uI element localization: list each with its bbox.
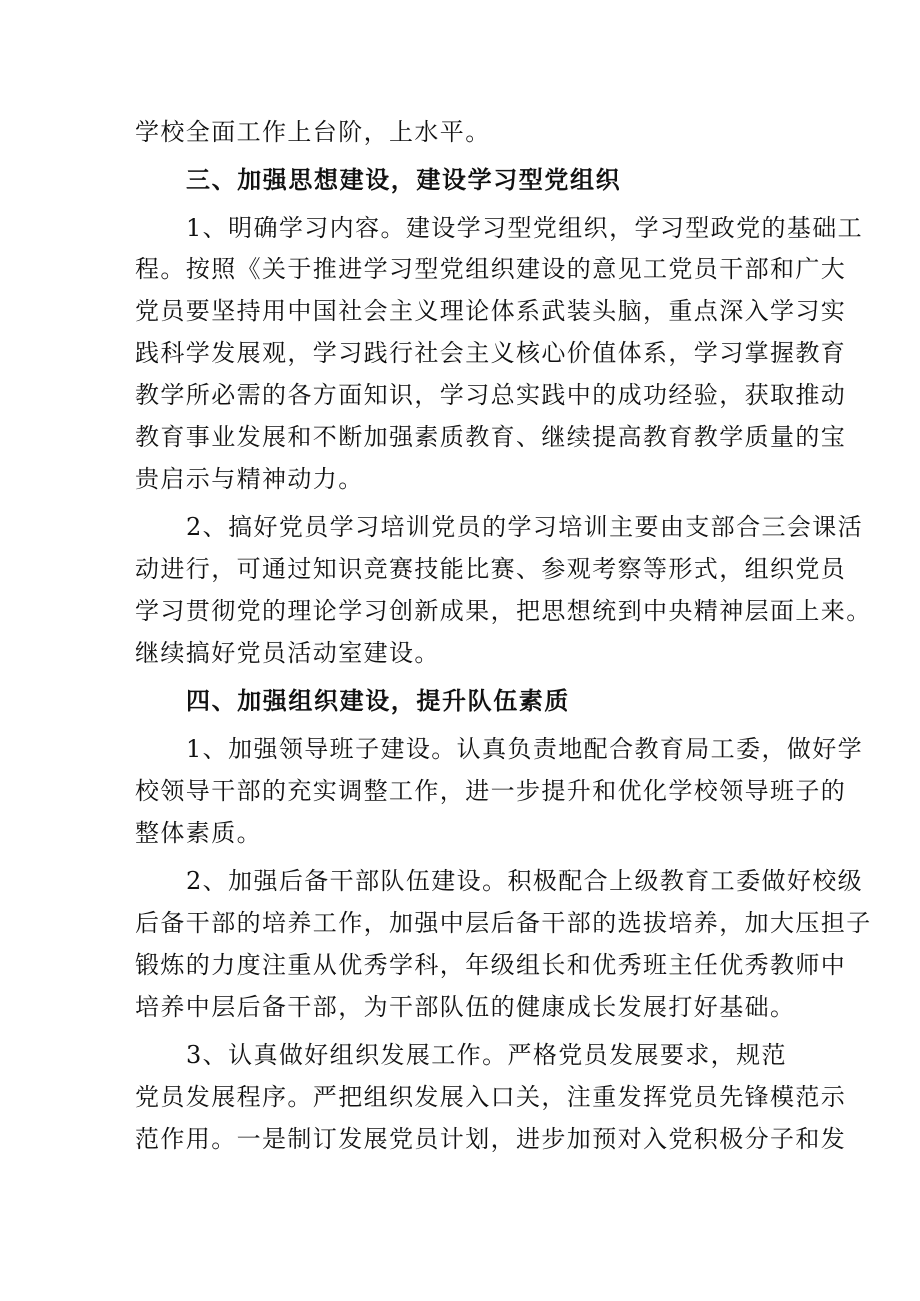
body-line: 2、搞好党员学习培训党员的学习培训主要由支部合三会课活 [186, 513, 864, 541]
section-heading: 四、加强组织建设，提升队伍素质 [186, 687, 570, 715]
body-line: 党员发展程序。严把组织发展入口关，注重发挥党员先锋模范示 [135, 1083, 847, 1111]
body-line: 贵启示与精神动力。 [135, 465, 364, 493]
body-line: 程。按照《关于推进学习型党组织建设的意见工党员干部和广大 [135, 255, 847, 283]
body-line: 整体素质。 [135, 819, 262, 847]
body-line: 学习贯彻党的理论学习创新成果，把思想统到中央精神层面上来。 [135, 597, 872, 625]
body-line: 继续搞好党员活动室建设。 [135, 639, 440, 667]
body-line: 2、加强后备干部队伍建设。积极配合上级教育工委做好校级 [186, 867, 864, 895]
body-line: 后备干部的培养工作，加强中层后备干部的选拔培养，加大压担子 [135, 909, 872, 937]
body-line: 1、加强领导班子建设。认真负责地配合教育局工委，做好学 [186, 735, 864, 763]
body-line: 学校全面工作上台阶，上水平。 [135, 118, 491, 146]
body-line: 教学所必需的各方面知识，学习总实践中的成功经验，获取推动 [135, 381, 847, 409]
body-line: 范作用。一是制订发展党员计划，进步加预对入党积极分子和发 [135, 1125, 847, 1153]
body-line: 党员要坚持用中国社会主义理论体系武装头脑，重点深入学习实 [135, 297, 847, 325]
body-line: 3、认真做好组织发展工作。严格党员发展要求，规范 [186, 1041, 787, 1069]
body-line: 锻炼的力度注重从优秀学科，年级组长和优秀班主任优秀教师中 [135, 951, 847, 979]
body-line: 培养中层后备干部，为干部队伍的健康成长发展打好基础。 [135, 993, 796, 1021]
section-heading: 三、加强思想建设，建设学习型党组织 [186, 166, 622, 194]
body-line: 教育事业发展和不断加强素质教育、继续提高教育教学质量的宝 [135, 423, 847, 451]
body-line: 1、明确学习内容。建设学习型党组织，学习型政党的基础工 [186, 214, 864, 242]
body-line: 动进行，可通过知识竞赛技能比赛、参观考察等形式，组织党员 [135, 555, 847, 583]
body-line: 践科学发展观，学习践行社会主义核心价值体系，学习掌握教育 [135, 339, 847, 367]
body-line: 校领导干部的充实调整工作，进一步提升和优化学校领导班子的 [135, 777, 847, 805]
